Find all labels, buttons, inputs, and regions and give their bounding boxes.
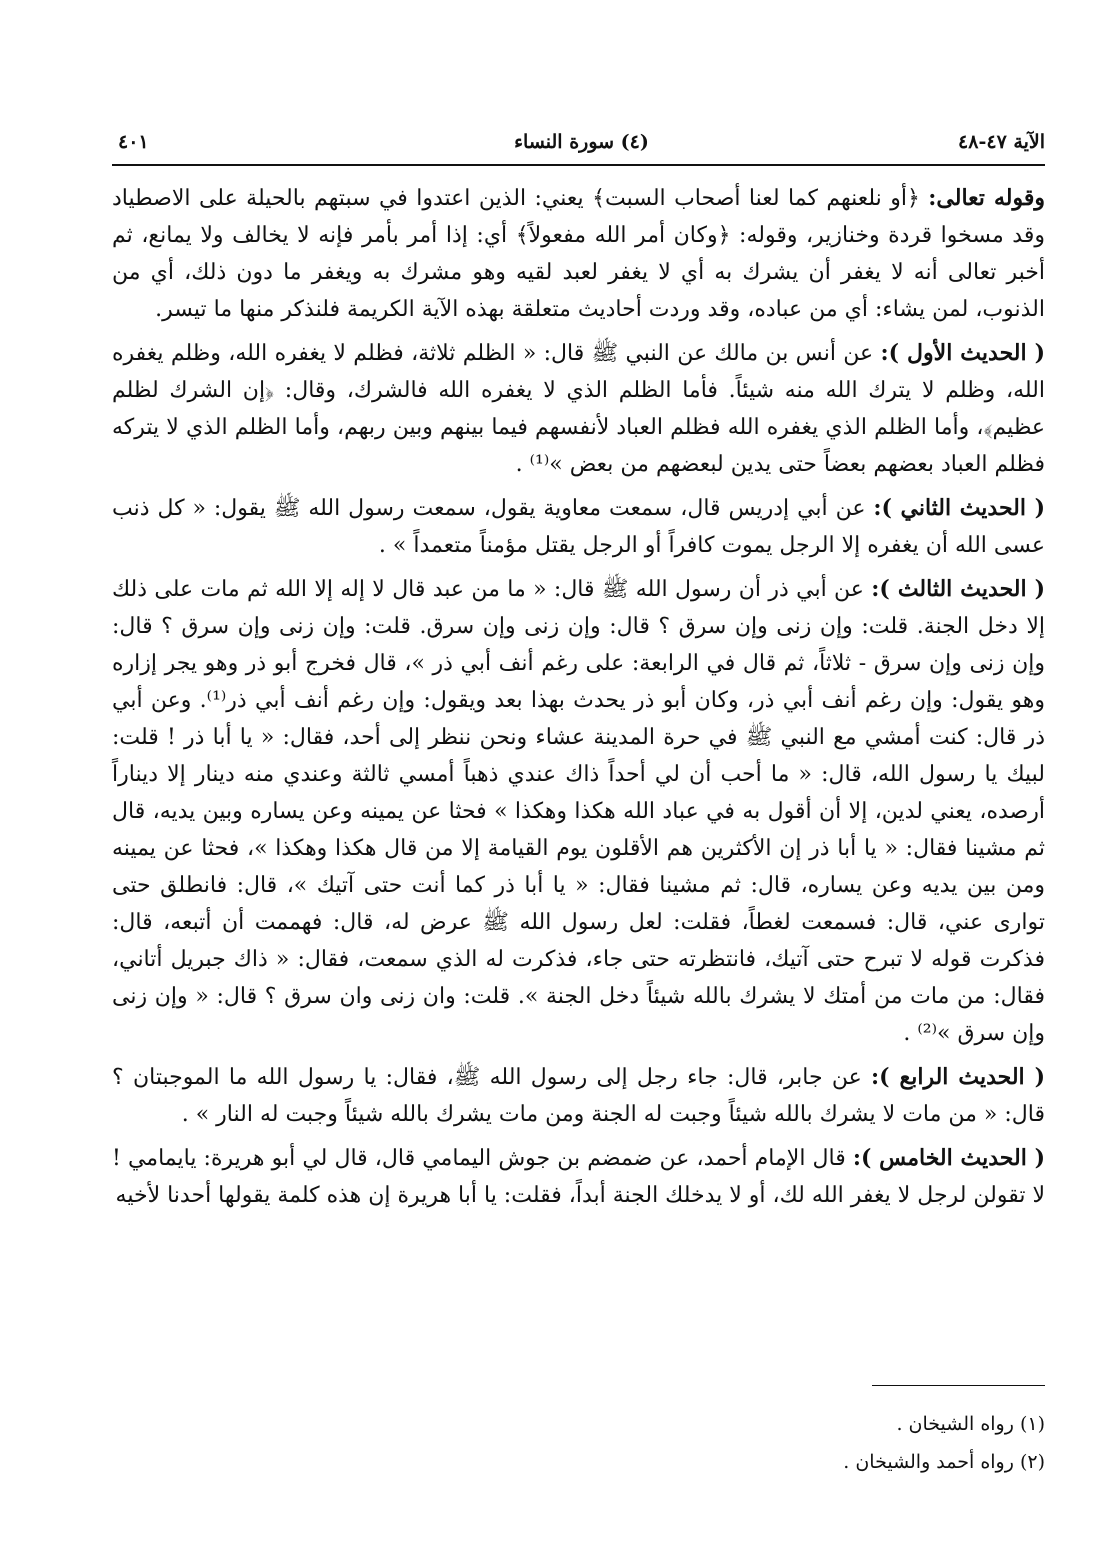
page-number: ٤٠١ bbox=[118, 131, 149, 153]
footnote-separator bbox=[872, 1385, 1045, 1386]
paragraph-hadith-4 bbox=[112, 1059, 1045, 1133]
paragraph-text: ﴿أو نلعنهم كما لعنا أصحاب السبت﴾ يعني: الذين اعتدوا في سبتهم بالحيلة على الاصطياد وقد مسخوا قردة وخنازير، وقوله: ﴿وكان أمر الله مفعولاً﴾ أي: إذا أمر بأمر فإنه لا يخالف ولا يمانع، ثم أخبر تعالى أنه لا يغفر أن يشرك به أي لا يغفر لعبد لقيه وهو مشرك به ويغفر ما دون ذلك، أي من الذنوب، لمن يشاء: أي من عباده، وقد وردت أحاديث متعلقة بهذه الآية الكريمة فلنذكر منها ما تيسر. bbox=[112, 186, 1045, 322]
verse-range: الآية ٤٧-٤٨ bbox=[958, 131, 1045, 153]
paragraph-text: عن أبي إدريس قال، سمعت معاوية يقول، سمعت رسول الله ﷺ يقول: « كل ذنب عسى الله أن يغفره إلا الرجل يموت كافراً أو الرجل يقتل مؤمناً متعمداً » . bbox=[112, 496, 1045, 558]
paragraph-lead: وقوله تعالى: bbox=[928, 185, 1046, 211]
main-text bbox=[112, 180, 1045, 1221]
paragraph-hadith-1 bbox=[112, 335, 1045, 483]
surah-title: (٤) سورة النساء bbox=[514, 131, 649, 153]
paragraph-hadith-2 bbox=[112, 490, 1045, 564]
paragraph-text: قال الإمام أحمد، عن ضمضم بن جوش اليمامي قال، قال لي أبو هريرة: يايمامي ! لا تقولن لرجل لا يغفر الله لك، أو لا يدخلك الجنة أبداً، فقلت: يا أبا هريرة إن هذه كلمة يقولها أحدنا لأخيه bbox=[112, 1146, 1045, 1208]
paragraph-text: عن أنس بن مالك عن النبي ﷺ قال: « الظلم ثلاثة، فظلم لا يغفره الله، وظلم يغفره الله، وظلم لا يترك الله منه شيئاً. فأما الظلم الذي لا يغفره الله فالشرك، وقال: ﴿إن الشرك لظلم عظيم﴾، وأما الظلم الذي يغفره الله فظلم العباد لأنفسهم فيما بينهم وبين ربهم، وأما الظلم الذي لا يتركه فظلم العباد بعضهم بعضاً حتى يدين لبعضهم من بعض »⁽¹⁾ . bbox=[112, 341, 1045, 477]
paragraph-text: عن أبي ذر أن رسول الله ﷺ قال: « ما من عبد قال لا إله إلا الله ثم مات على ذلك إلا دخل الجنة. قلت: وإن زنى وإن سرق ؟ قال: وإن زنى وإن سرق. قلت: وإن زنى وإن سرق ؟ قال: وإن زنى وإن سرق - ثلاثاً، ثم قال في الرابعة: على رغم أنف أبي ذر »، قال فخرج أبو ذر وهو يجر إزاره وهو يقول: وإن رغم أنف أبي ذر، وكان أبو ذر يحدث بهذا بعد ويقول: وإن رغم أنف أبي ذر⁽¹⁾. وعن أبي ذر قال: كنت أمشي مع النبي ﷺ في حرة المدينة عشاء ونحن ننظر إلى أحد، فقال: « يا أبا ذر ! قلت: لبيك يا رسول الله، قال: « ما أحب أن لي أحداً ذاك عندي ذهباً أمسي ثالثة وعندي منه دينار إلا ديناراً أرصده، يعني لدين، إلا أن أقول به في عباد الله هكذا وهكذا » فحثا عن يمينه وعن يساره وبين يديه، قال ثم مشينا فقال: « يا أبا ذر إن الأكثرين هم الأقلون يوم القيامة إلا من قال هكذا وهكذا »، فحثا عن يمينه ومن بين يديه وعن يساره، قال: ثم مشينا فقال: « يا أبا ذر كما أنت حتى آتيك »، قال: فانطلق حتى توارى عني، قال: فسمعت لغطاً، فقلت: لعل رسول الله ﷺ عرض له، قال: فهممت أن أتبعه، قال: فذكرت قوله لا تبرح حتى آتيك، فانتظرته حتى جاء، فذكرت له الذي سمعت، فقال: « ذاك جبريل أتاني، فقال: من مات من أمتك لا يشرك بالله شيئاً دخل الجنة ». قلت: وان زنى وان سرق ؟ قال: « وإن زنى وإن سرق »⁽²⁾ . bbox=[112, 577, 1045, 1046]
paragraph-lead: ( الحديث الأول ): bbox=[880, 340, 1045, 366]
paragraph-intro bbox=[112, 180, 1045, 328]
footnote-1: (١) رواه الشيخان . bbox=[896, 1413, 1045, 1435]
footnotes bbox=[112, 1405, 1045, 1481]
paragraph-hadith-3 bbox=[112, 571, 1045, 1052]
paragraph-lead: ( الحديث الثالث ): bbox=[871, 576, 1045, 602]
paragraph-lead: ( الحديث الثاني ): bbox=[873, 495, 1045, 521]
footnote-2: (٢) رواه أحمد والشيخان . bbox=[843, 1451, 1045, 1473]
header-rule bbox=[112, 164, 1045, 166]
paragraph-lead: ( الحديث الخامس ): bbox=[852, 1145, 1045, 1171]
paragraph-text: عن جابر، قال: جاء رجل إلى رسول الله ﷺ، فقال: يا رسول الله ما الموجبتان ؟ قال: « من مات لا يشرك بالله شيئاً وجبت له الجنة ومن مات يشرك بالله شيئاً وجبت له النار » . bbox=[112, 1065, 1045, 1127]
page-header bbox=[118, 128, 1045, 156]
paragraph-hadith-5 bbox=[112, 1140, 1045, 1214]
paragraph-lead: ( الحديث الرابع ): bbox=[871, 1064, 1045, 1090]
